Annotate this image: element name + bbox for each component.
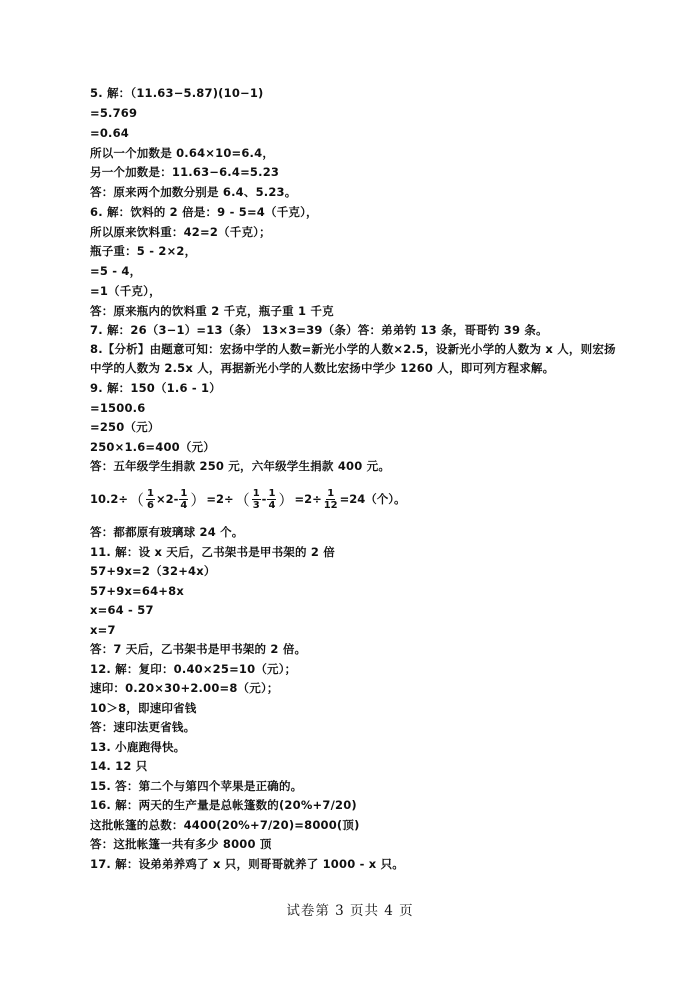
text-line: 答：原来瓶内的饮料重 2 千克，瓶子重 1 千克: [90, 304, 334, 318]
numerator: 1: [268, 487, 276, 499]
numerator: 1: [180, 487, 188, 499]
fraction: [267, 488, 276, 511]
text-line: 6. 解：饮料的 2 倍是：9 - 5=4（千克），: [90, 205, 318, 219]
paren-open: （: [129, 490, 145, 509]
text-line: 速印：0.20×30+2.00=8（元）；: [90, 681, 279, 695]
text-line: 答：五年级学生捐款 250 元，六年级学生捐款 400 元。: [90, 459, 391, 473]
text-line: 答：7 天后，乙书架书是甲书架的 2 倍。: [90, 642, 307, 656]
text-line: =5.769: [90, 106, 138, 120]
text-line: 15. 答：第二个与第四个苹果是正确的。: [90, 779, 303, 793]
text-line: 250×1.6=400（元）: [90, 440, 215, 454]
text-line: 14. 12 只: [90, 759, 148, 773]
text-line: =250（元）: [90, 420, 160, 434]
formula-text: =2÷: [206, 492, 234, 506]
text-line: 中学的人数为 2.5x 人，再据新光小学的人数比宏扬中学少 1260 人，即可列方程求解。: [90, 361, 555, 375]
text-line: 另一个加数是：11.63−6.4=5.23: [90, 165, 280, 179]
text-line: 16. 解：两天的生产量是总帐篷数的(20%+7/20): [90, 798, 357, 812]
text-line: =1500.6: [90, 401, 146, 415]
text-line: 10＞8，即速印省钱: [90, 701, 197, 715]
text-line: 答：原来两个加数分别是 6.4、5.23。: [90, 185, 297, 199]
text-line: 瓶子重：5 - 2×2，: [90, 244, 197, 258]
fraction: [179, 488, 188, 511]
text-line: =0.64: [90, 126, 130, 140]
page-footer: 试卷第 3 页共 4 页: [286, 903, 414, 919]
text-line: 11. 解：设 x 天后，乙书架书是甲书架的 2 倍: [90, 545, 336, 559]
formula-line: [90, 482, 406, 516]
formula-text: ×2-: [156, 492, 179, 506]
text-line: 12. 解：复印：0.40×25=10（元）；: [90, 662, 297, 676]
paren-close: ）: [190, 490, 206, 509]
fraction: [252, 488, 261, 511]
text-line: =1（千克），: [90, 284, 161, 298]
text-line: 9. 解：150（1.6 - 1）: [90, 381, 221, 395]
fraction: [146, 488, 155, 511]
formula-text: 10.2÷: [90, 492, 129, 506]
denominator: 4: [180, 499, 188, 511]
text-line: 8.【分析】由题意可知：宏扬中学的人数=新光小学的人数×2.5，设新光小学的人数为 x 人，则宏扬: [90, 342, 616, 356]
text-line: 5. 解：（11.63−5.87)(10−1): [90, 86, 264, 100]
text-line: 所以一个加数是 0.64×10=6.4，: [90, 146, 275, 160]
paren-close: ）: [278, 490, 294, 509]
fraction: [323, 488, 339, 511]
text-line: 7. 解：26（3−1）=13（条） 13×3=39（条）答：弟弟钓 13 条，哥哥钓 39 条。: [90, 323, 548, 337]
text-line: 答：这批帐篷一共有多少 8000 顶: [90, 837, 272, 851]
formula-text: -: [261, 492, 267, 506]
denominator: 3: [252, 499, 260, 511]
denominator: 6: [147, 499, 154, 511]
text-line: 答：速印法更省钱。: [90, 720, 196, 734]
text-line: =5 - 4，: [90, 264, 142, 278]
paren-open: （: [234, 490, 250, 509]
text-line: 所以原来饮料重：42=2（千克）；: [90, 225, 271, 239]
formula-text: =24（个）。: [339, 492, 406, 506]
text-line: x=7: [90, 623, 116, 637]
denominator: 12: [323, 499, 338, 511]
text-line: 57+9x=64+8x: [90, 584, 184, 598]
numerator: 1: [327, 487, 335, 499]
numerator: 1: [252, 487, 260, 499]
text-line: 这批帐篷的总数：4400(20%+7/20)=8000(顶): [90, 818, 360, 832]
text-line: 13. 小鹿跑得快。: [90, 740, 186, 754]
numerator: 1: [147, 487, 154, 499]
text-line: 17. 解：设弟弟养鸡了 x 只，则哥哥就养了 1000 - x 只。: [90, 857, 405, 871]
text-line: 答：都都原有玻璃球 24 个。: [90, 525, 244, 539]
text-line: 57+9x=2（32+4x）: [90, 564, 216, 578]
denominator: 4: [268, 499, 276, 511]
formula-text: =2÷: [294, 492, 322, 506]
text-line: x=64 - 57: [90, 603, 154, 617]
